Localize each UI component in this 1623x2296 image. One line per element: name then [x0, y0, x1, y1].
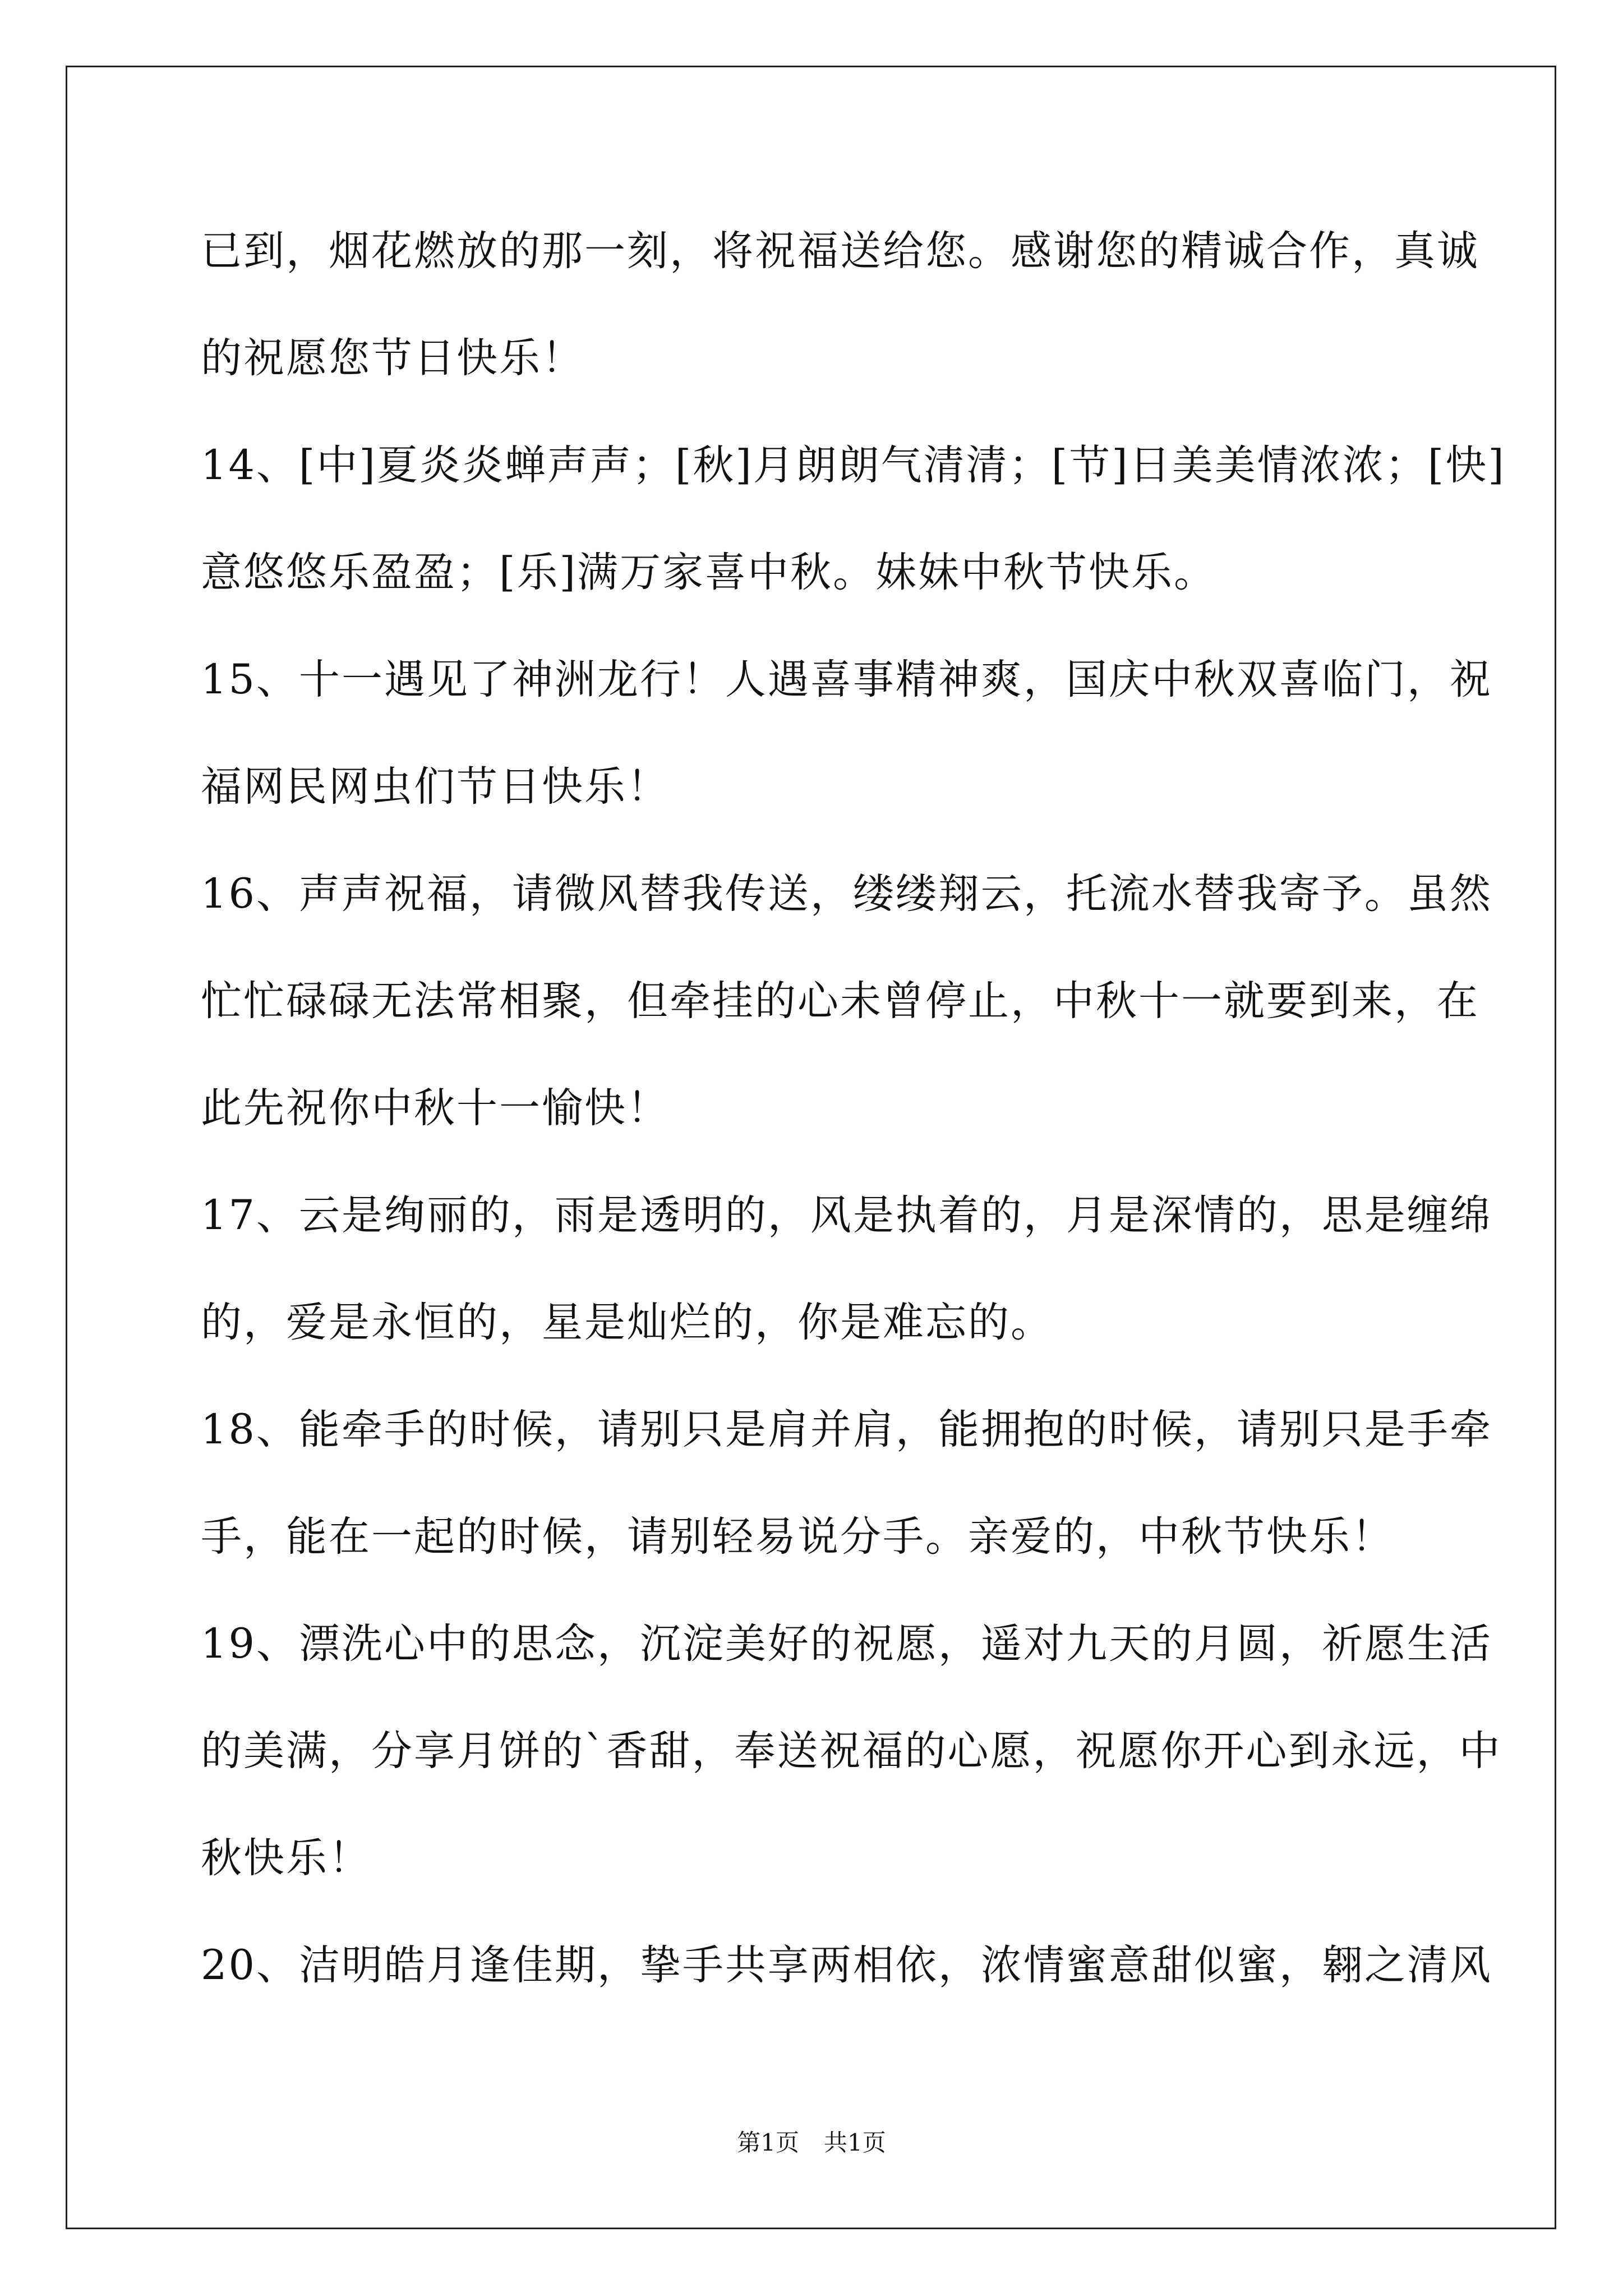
- text-line: 17、云是绚丽的，雨是透明的，风是执着的，月是深情的，思是缠绵: [201, 1191, 1492, 1239]
- text-line: 意悠悠乐盈盈；[乐]满万家喜中秋。妹妹中秋节快乐。: [201, 549, 1216, 596]
- page-number-total: 共1页: [824, 2129, 886, 2156]
- text-line: 18、能牵手的时候，请别只是肩并肩，能拥抱的时候，请别只是手牵: [201, 1406, 1492, 1453]
- text-line: 忙忙碌碌无法常相聚，但牵挂的心未曾停止，中秋十一就要到来，在: [201, 977, 1479, 1025]
- text-line: 的美满，分享月饼的`香甜，奉送祝福的心愿，祝愿你开心到永远，中: [201, 1727, 1502, 1775]
- document-body: [201, 212, 1506, 2033]
- text-line: 16、声声祝福，请微风替我传送，缕缕翔云，托流水替我寄予。虽然: [201, 870, 1492, 918]
- text-line: 14、[中]夏炎炎蝉声声；[秋]月朗朗气清清；[节]日美美情浓浓；[快]: [201, 441, 1506, 489]
- text-line: 手，能在一起的时候，请别轻易说分手。亲爱的，中秋节快乐！: [201, 1513, 1394, 1561]
- text-line: 19、漂洗心中的思念，沉淀美好的祝愿，遥对九天的月圆，祈愿生活: [201, 1620, 1492, 1668]
- text-line: 的祝愿您节日快乐！: [201, 334, 584, 382]
- text-line: 20、洁明皓月逢佳期，挚手共享两相依，浓情蜜意甜似蜜，翱之清风: [201, 1941, 1492, 1989]
- text-line: 福网民网虫们节日快乐！: [201, 763, 670, 811]
- text-line: 此先祝你中秋十一愉快！: [201, 1084, 670, 1132]
- text-line: 秋快乐！: [201, 1834, 371, 1882]
- page-footer: [0, 2126, 1623, 2160]
- text-line: 已到，烟花燃放的那一刻，将祝福送给您。感谢您的精诚合作，真诚: [201, 227, 1479, 275]
- page-number-current: 第1页: [737, 2129, 799, 2156]
- text-line: 15、十一遇见了神洲龙行！人遇喜事精神爽，国庆中秋双喜临门，祝: [201, 656, 1492, 703]
- text-line: 的，爱是永恒的，星是灿烂的，你是难忘的。: [201, 1299, 1053, 1346]
